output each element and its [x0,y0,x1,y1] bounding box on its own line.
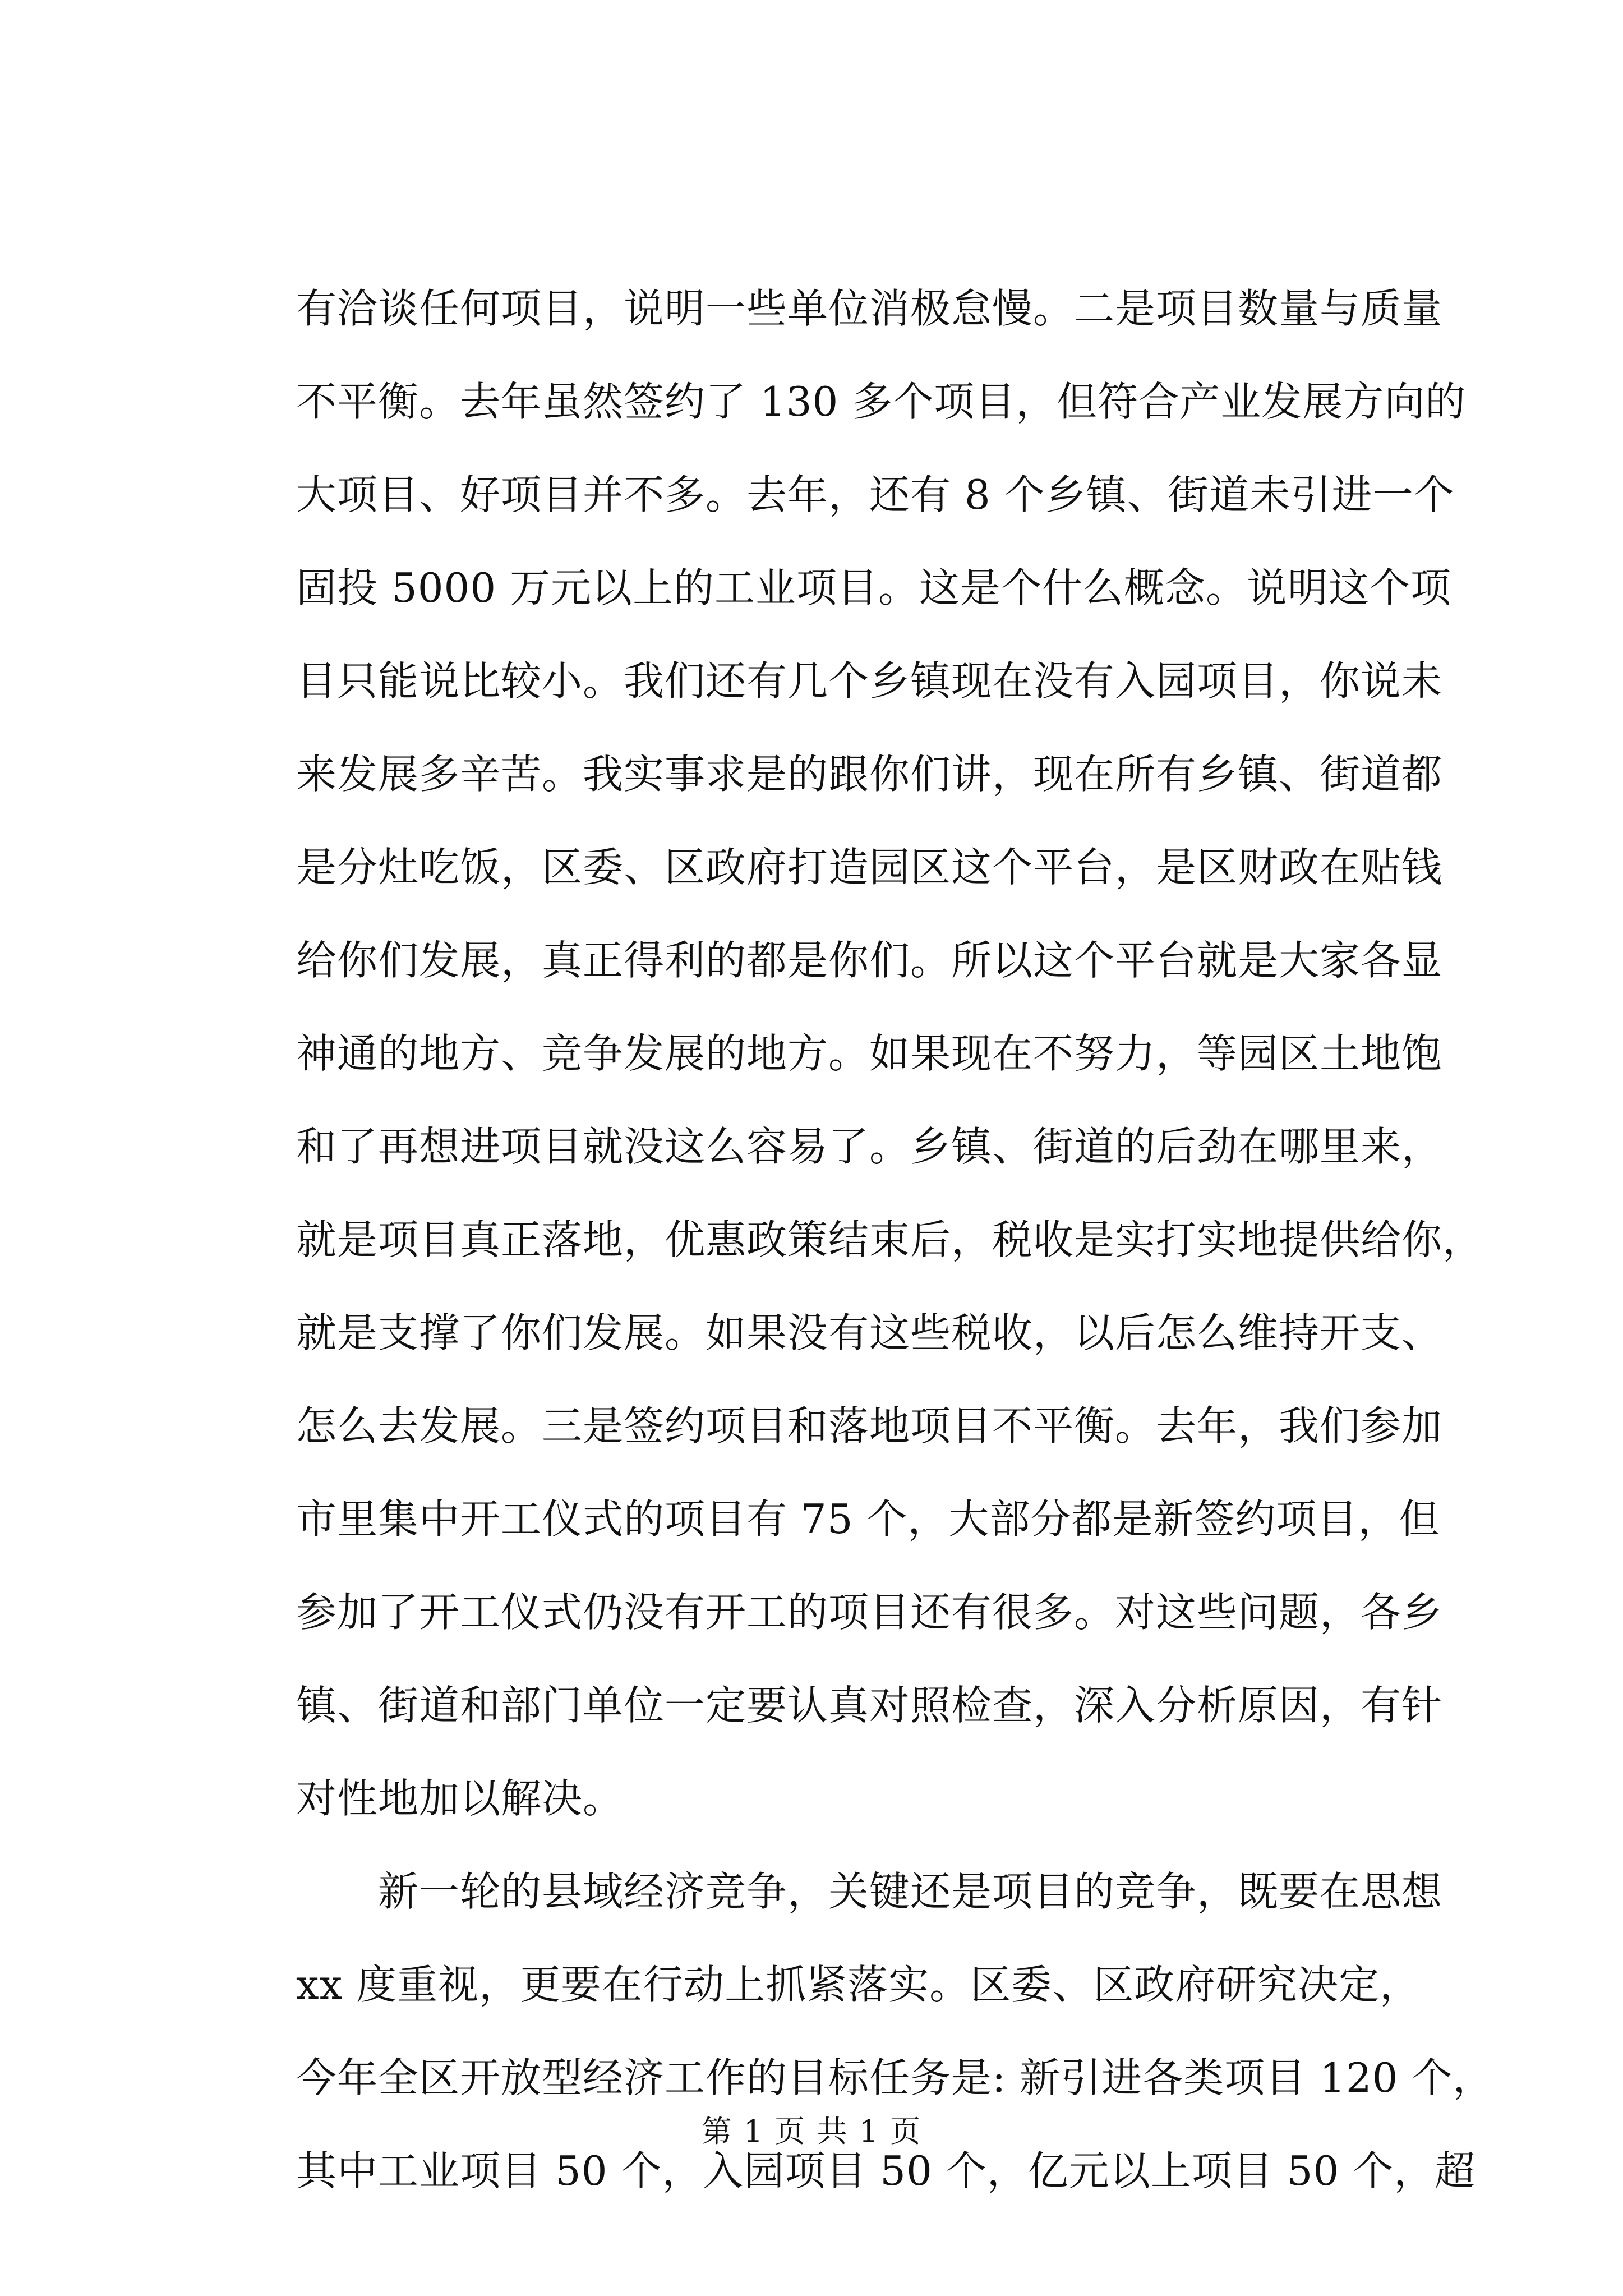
text-line: 神通的地方、竞争发展的地方。如果现在不努力，等园区土地饱 [296,1030,1443,1077]
text-line: 就是支撑了你们发展。如果没有这些税收，以后怎么维持开支、 [296,1309,1443,1356]
text-line: 来发展多辛苦。我实事求是的跟你们讲，现在所有乡镇、街道都 [296,751,1443,798]
text-line: 不平衡。去年虽然签约了 130 多个项目，但符合产业发展方向的 [296,378,1467,425]
text-line: 大项目、好项目并不多。去年，还有 8 个乡镇、街道未引进一个 [296,471,1455,518]
text-line: 对性地加以解决。 [296,1775,624,1822]
text-line: 和了再想进项目就没这么容易了。乡镇、街道的后劲在哪里来， [296,1123,1443,1170]
text-line: 是分灶吃饭，区委、区政府打造园区这个平台，是区财政在贴钱 [296,844,1443,891]
text-line: 有洽谈任何项目，说明一些单位消极怠慢。二是项目数量与质量 [296,285,1443,332]
text-line: 怎么去发展。三是签约项目和落地项目不平衡。去年，我们参加 [296,1402,1443,1450]
text-line: xx 度重视，更要在行动上抓紧落实。区委、区政府研究决定， [296,1961,1421,2008]
text-line: 就是项目真正落地，优惠政策结束后，税收是实打实地提供给你， [296,1216,1484,1263]
text-line: 新一轮的县域经济竞争，关键还是项目的竞争，既要在思想 [378,1868,1443,1915]
page-footer: 第 1 页 共 1 页 [701,2114,922,2149]
text-line: 固投 5000 万元以上的工业项目。这是个什么概念。说明这个项 [296,564,1452,611]
text-line: 给你们发展，真正得利的都是你们。所以这个平台就是大家各显 [296,937,1443,984]
text-line: 目只能说比较小。我们还有几个乡镇现在没有入园项目，你说未 [296,657,1443,705]
text-line: 市里集中开工仪式的项目有 75 个，大部分都是新签约项目，但 [296,1496,1440,1543]
text-line: 其中工业项目 50 个，入园项目 50 个，亿元以上项目 50 个，超 [296,2147,1476,2194]
document-body [296,262,1494,2217]
text-line: 今年全区开放型经济工作的目标任务是: 新引进各类项目 120 个， [296,2054,1494,2101]
text-line: 镇、街道和部门单位一定要认真对照检查，深入分析原因，有针 [296,1682,1443,1729]
text-line: 参加了开工仪式仍没有开工的项目还有很多。对这些问题，各乡 [296,1589,1443,1636]
